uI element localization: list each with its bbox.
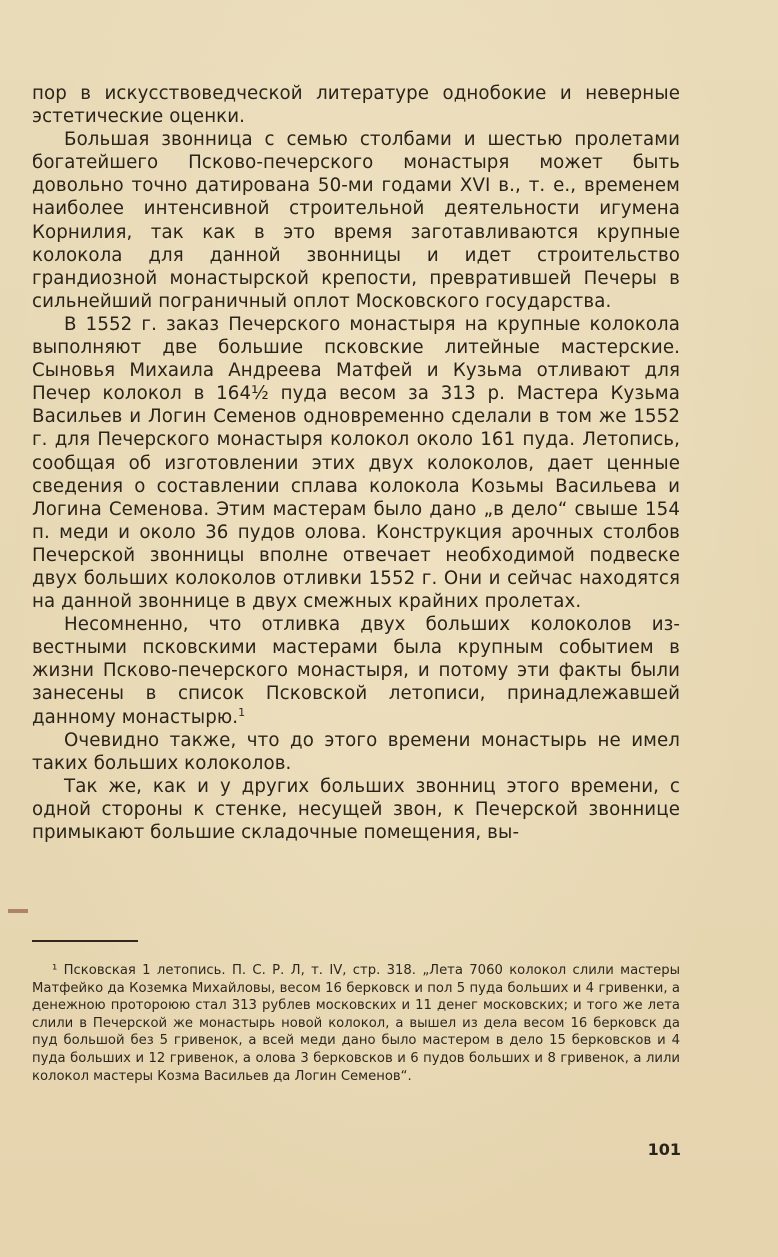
footnote-text: ¹ Псковская 1 летопись. П. С. Р. Л, т. IV, стр. 318. „Лета 7060 колокол слили мастеры Матфейко да Коземка Михайловы, весом 16 берковск и пол 5 пуда больших и 4 гривенки, а денежною протороюю стал 313 рублев московских и 11 денег московских; и того же лета слили в Печерской же монастырь новой колокол, а вышел из дела весом 16 берковск да пуд большой без 5 гривенок, а всей меди дано было мастером в дело 15 берковсков и 4 пуда больших и 12 гривенок, а олова 3 берковсков и 6 пудов больших и 8 гривенок, а лили колокол мастеры Козма Васильев да Логин Семенов“. — [32, 963, 680, 1084]
paragraph: Большая звонница с семью столбами и шестью пролетами богатейшего Псково-печерского монастыря может быть довольно точно датирована 50-ми годами XVI в., т. е., временем наиболее интенсивной строительной деятельности игумена Корнилия, так как в это время заготавливаются крупные колокола для данной звонницы и идет строительство грандиозной монастырской крепости, превратившей Печеры в сильнейший пограничный оплот Московского государства. — [32, 129, 680, 312]
paragraph-text: Несомненно, что отливка двух больших колоколов известными псковскими мастерами была крупным событием в жизни Псково-печерского монастыря, и потому эти факты были занесены в список Псковской летописи, принадлежавшей данному монастырю. — [32, 614, 680, 728]
paragraph-with-footnote — [32, 613, 680, 728]
paragraph: пор в искусствоведческой литературе однобокие и неверные эстетические оценки. — [32, 83, 680, 128]
footnote — [32, 962, 680, 1085]
paragraph: В 1552 г. заказ Печерского монастыря на крупные колокола выполняют две большие псковские литейные мастерские. Сыновья Михаила Андреева Матфей и Кузьма отливают для Печер колокол в 164½ пуда весом за 313 р. Мастера Кузьма Васильев и Логин Семенов одновременно сделали в том же 1552 г. для Печерского монастыря колокол около 161 пуда. Летопись, сообщая об изготовлении этих двух колоколов, дает ценные сведения о составлении сплава колокола Козьмы Васильева и Логина Семенова. Этим мастерам было дано „в дело“ свыше 154 п. меди и около 36 пудов олова. Конструкция арочных столбов Печерской звонницы вполне отвечает необходимой подвеске двух больших колоколов отливки 1552 г. Они и сейчас находятся на данной звоннице в двух смежных крайних пролетах. — [32, 313, 680, 613]
footnote-reference: 1 — [238, 705, 246, 719]
footnote-rule — [32, 940, 138, 942]
page-number: 101 — [647, 1140, 681, 1159]
paragraph: Так же, как и у других больших звонниц этого времени, с одной стороны к стенке, несущей звон, к Печерской звоннице примыкают большие складочные помещения, вы- — [32, 775, 680, 843]
paragraph: Очевидно также, что до этого времени монастырь не имел таких больших колоколов. — [32, 729, 680, 774]
margin-mark — [8, 909, 28, 913]
main-text — [32, 82, 680, 844]
